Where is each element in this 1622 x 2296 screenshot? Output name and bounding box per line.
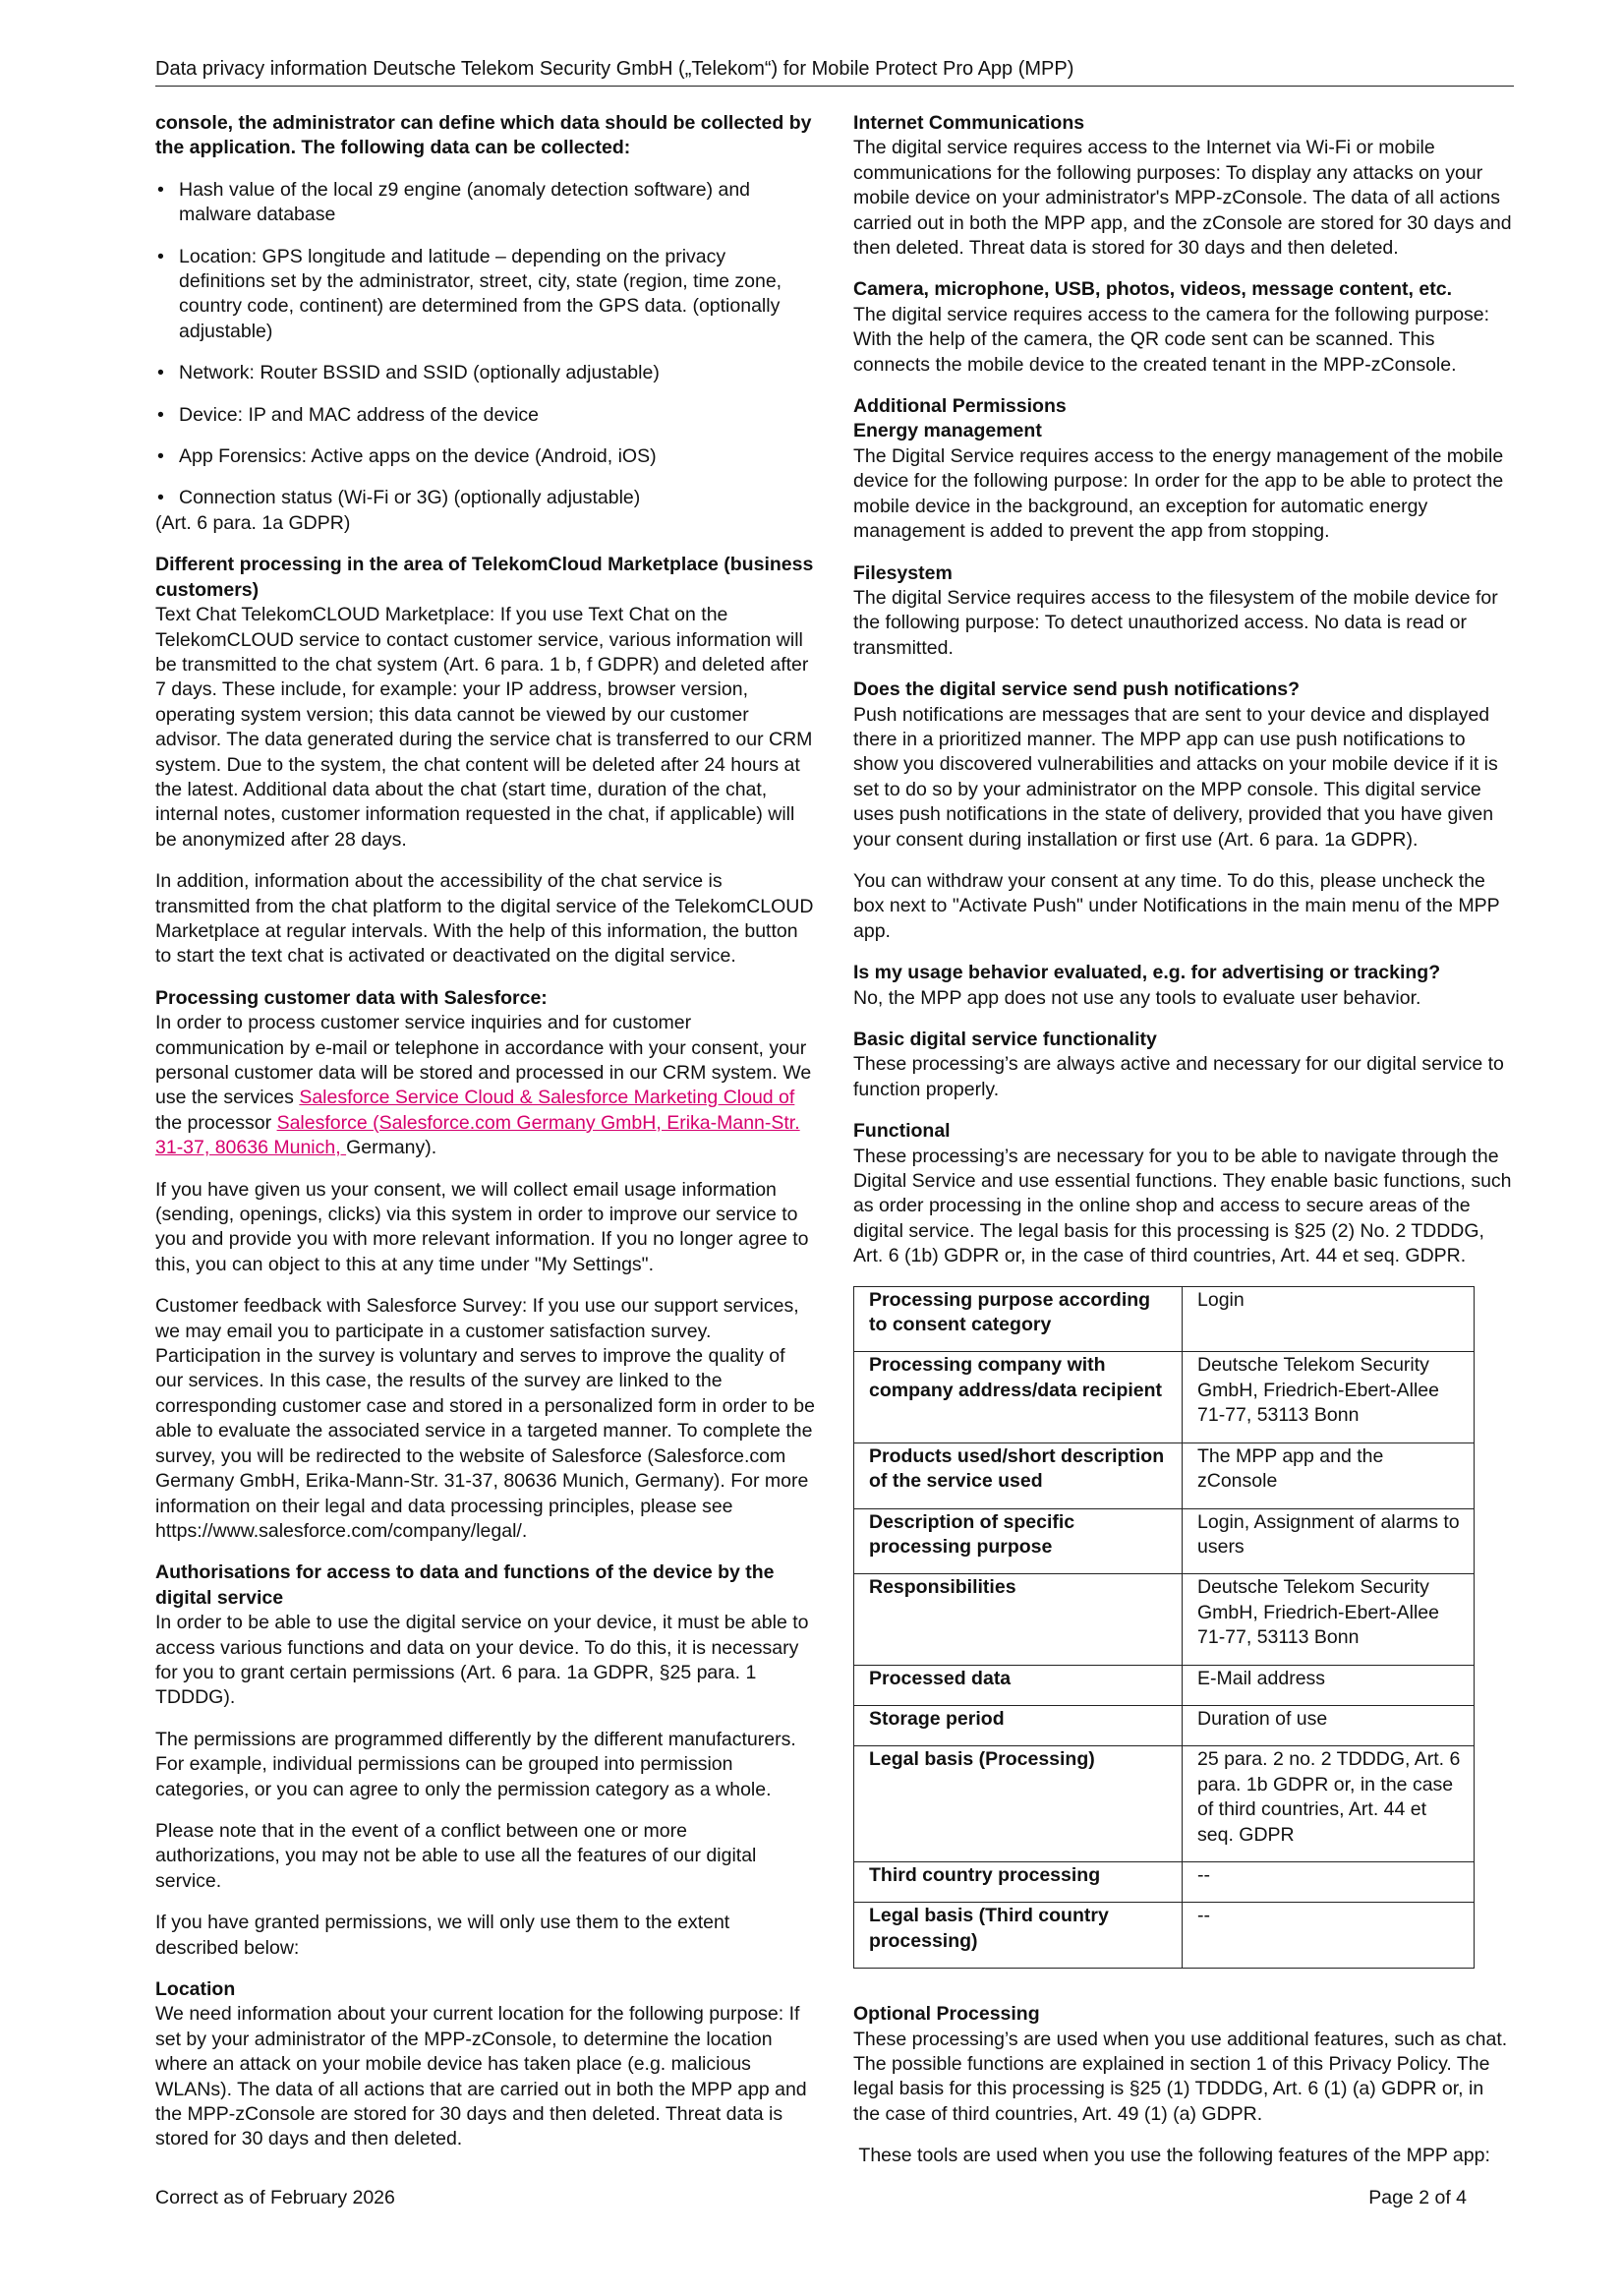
section-heading-push: Does the digital service send push notifications? <box>853 678 1301 701</box>
table-row <box>854 1574 1475 1665</box>
left-column <box>155 111 816 2169</box>
table-key: Storage period <box>854 1705 1183 1745</box>
table-row <box>854 1442 1475 1508</box>
table-row <box>854 1286 1475 1352</box>
text-span: Germany). <box>346 1137 437 1159</box>
paragraph: If you have given us your consent, we will collect email usage information (sending, openings, clicks) via this system in order to improve our service to you and provide you with more relevant information. If you no longer agree to this, you can object to this at any time under "My Settings". <box>155 1178 809 1275</box>
paragraph: You can withdraw your consent at any time. To do this, please uncheck the box next to "Activate Push" under Notifications in the main menu of the MPP app. <box>853 869 1500 942</box>
paragraph: These processing’s are always active and necessary for our digital service to function properly. <box>853 1053 1504 1100</box>
table-row <box>854 1508 1475 1574</box>
section-heading-camera: Camera, microphone, USB, photos, videos, message content, etc. <box>853 278 1452 301</box>
text-span: the processor <box>155 1111 277 1134</box>
paragraph: Please note that in the event of a conflict between one or more authorizations, you may not be able to use all the features of our digital service. <box>155 1819 757 1892</box>
table-key: Third country processing <box>854 1861 1183 1902</box>
table-key: Processing company with company address/data recipient <box>854 1352 1183 1442</box>
section-heading-energy: Energy management <box>853 420 1042 442</box>
section-heading-authorisations: Authorisations for access to data and functions of the device by the digital service <box>155 1561 775 1609</box>
paragraph: We need information about your current location for the following purpose: If set by your administrator of the MPP-zConsole, to determine the location where an attack on your mobile device has taken place (e.g. malicious WLANs). The data of all actions that are carried out in both the MPP app and the MPP-zConsole are stored for 30 days and then deleted. Threat data is stored for 30 days and then deleted. <box>155 2003 807 2150</box>
section-heading-additional-permissions: Additional Permissions <box>853 395 1067 418</box>
right-column <box>853 111 1514 2186</box>
paragraph: In order to be able to use the digital service on your device, it must be able to access various functions and data on your device. To do this, it is necessary for you to grant certain permissions (Art. 6 para. 1a GDPR, §25 para. 1 TDDDG). <box>155 1612 809 1709</box>
list-item: • Hash value of the local z9 engine (anomaly detection software) and malware database <box>155 178 816 228</box>
paragraph: The permissions are programmed differently by the different manufacturers. For example, individual permissions can be grouped into permission categories, or you can agree to only the permission category as a whole. <box>155 1728 796 1800</box>
table-key: Responsibilities <box>854 1574 1183 1665</box>
section-heading-telekomcloud: Different processing in the area of TelekomCloud Marketplace (business customers) <box>155 554 814 601</box>
table-value: E-Mail address <box>1183 1665 1475 1705</box>
list-item: • Device: IP and MAC address of the device <box>155 403 816 428</box>
table-value: 25 para. 2 no. 2 TDDDG, Art. 6 para. 1b GDPR or, in the case of third countries, Art. 44 et seq. GDPR <box>1183 1746 1475 1862</box>
paragraph: The digital service requires access to the Internet via Wi-Fi or mobile communications for the following purposes: To display any attacks on your mobile device on your administrator's MPP-zConsole. The data of all actions carried out in both the MPP app, and the zConsole are stored for 30 days and then deleted. Threat data is stored for 30 days and then deleted. <box>853 137 1512 260</box>
table-value: The MPP app and the zConsole <box>1183 1442 1475 1508</box>
section-heading-location: Location <box>155 1978 236 2000</box>
paragraph: The Digital Service requires access to the energy management of the mobile device for the following purpose: In order for the app to be able to protect the mobile device in the background, an exception for automatic energy management is added to prevent the app from stopping. <box>853 444 1504 543</box>
table-row <box>854 1665 1475 1705</box>
text-span: In order to process customer service inquiries and for customer communication by e-mail or telephone in accordance with your consent, your personal customer data will be stored and processed in our CRM system. We use the services <box>155 1012 812 1109</box>
list-item: • App Forensics: Active apps on the device (Android, iOS) <box>155 444 816 469</box>
processing-table <box>853 1286 1475 1970</box>
paragraph: If you have granted permissions, we will only use them to the extent described below: <box>155 1912 730 1959</box>
table-value: -- <box>1183 1861 1475 1902</box>
salesforce-services-link[interactable]: Salesforce Service Cloud & Salesforce Marketing Cloud of <box>299 1087 795 1109</box>
paragraph: Customer feedback with Salesforce Survey: If you use our support services, we may email you to participate in a customer satisfaction survey. Participation in the survey is voluntary and serves to improve the quality of our services. In this case, the results of the survey are linked to the corresponding customer case and stored in a personalized form in order to be able to evaluate the associated service in a targeted manner. To complete the survey, you will be redirected to the website of Salesforce (Salesforce.com Germany GmbH, Erika-Mann-Str. 31-37, 80636 Munich, Germany). For more information on their legal and data processing principles, please see https://www.salesforce.com/company/legal/. <box>155 1295 815 1542</box>
collected-data-list <box>155 178 816 511</box>
paragraph: In addition, information about the accessibility of the chat service is transmitted from the chat platform to the digital service of the TelekomCLOUD Marketplace at regular intervals. With the help of this information, the button to start the text chat is activated or deactivated on the digital service. <box>155 870 814 968</box>
table-value: Login <box>1183 1286 1475 1352</box>
section-heading-filesystem: Filesystem <box>853 561 953 584</box>
paragraph: Text Chat TelekomCLOUD Marketplace: If you use Text Chat on the TelekomCLOUD service to contact customer service, various information will be transmitted to the chat system (Art. 6 para. 1 b, f GDPR) and deleted after 7 days. These include, for example: your IP address, browser version, operating system version; this data cannot be viewed by our customer advisor. The data generated during the service chat is transferred to our CRM system. Due to the system, the chat content will be deleted after 24 hours at the latest. Additional data about the chat (start time, duration of the chat, internal notes, customer information requested in the chat, if applicable) will be anonymized after 28 days. <box>155 604 813 851</box>
section-heading-optional: Optional Processing <box>853 2003 1040 2026</box>
table-key: Legal basis (Third country processing) <box>854 1903 1183 1969</box>
section-heading-basic: Basic digital service functionality <box>853 1029 1157 1050</box>
intro-text: console, the administrator can define which data should be collected by the application. The following data can be collected: <box>155 112 812 159</box>
table-row <box>854 1903 1475 1969</box>
list-item: • Connection status (Wi-Fi or 3G) (optionally adjustable) <box>155 486 816 510</box>
table-key: Processing purpose according to consent category <box>854 1286 1183 1352</box>
paragraph: The digital Service requires access to the filesystem of the mobile device for the following purpose: To detect unauthorized access. No data is read or transmitted. <box>853 586 1498 659</box>
paragraph: No, the MPP app does not use any tools to evaluate user behavior. <box>853 986 1421 1009</box>
salesforce-processor-link[interactable]: Salesforce (Salesforce.com Germany GmbH, Erika-Mann-Str. 31-37, 80636 Munich, <box>155 1111 800 1159</box>
table-key: Description of specific processing purpose <box>854 1508 1183 1574</box>
table-row <box>854 1746 1475 1862</box>
list-item: • Location: GPS longitude and latitude – depending on the privacy definitions set by the administrator, street, city, state (region, time zone, country code, continent) are determined from the GPS data. (optionally adjustable) <box>155 245 816 345</box>
legal-basis-text: (Art. 6 para. 1a GDPR) <box>155 511 351 534</box>
section-heading-salesforce: Processing customer data with Salesforce: <box>155 986 548 1009</box>
table-value: Deutsche Telekom Security GmbH, Friedrich-Ebert-Allee 71-77, 53113 Bonn <box>1183 1574 1475 1665</box>
page-header: Data privacy information Deutsche Telekom Security GmbH („Telekom“) for Mobile Protect Pro App (MPP) <box>155 57 1514 87</box>
paragraph: The digital service requires access to the camera for the following purpose: With the help of the camera, the QR code sent can be scanned. This connects the mobile device to the created tenant in the MPP-zConsole. <box>853 303 1490 376</box>
table-row <box>854 1861 1475 1902</box>
paragraph: These processing’s are necessary for you to be able to navigate through the Digital Service and use essential functions. They enable basic functions, such as order processing in the online shop and access to secure areas of the digital service. The legal basis for this processing is §25 (2) No. 2 TDDDG, Art. 6 (1b) GDPR or, in the case of third countries, Art. 44 et seq. GDPR. <box>853 1145 1512 1267</box>
footer-page-number: Page 2 of 4 <box>1368 2187 1467 2208</box>
table-value: Duration of use <box>1183 1705 1475 1745</box>
table-value: -- <box>1183 1903 1475 1969</box>
table-value: Deutsche Telekom Security GmbH, Friedrich-Ebert-Allee 71-77, 53113 Bonn <box>1183 1352 1475 1442</box>
table-key: Processed data <box>854 1665 1183 1705</box>
list-item: • Network: Router BSSID and SSID (optionally adjustable) <box>155 361 816 385</box>
paragraph: Push notifications are messages that are sent to your device and displayed there in a prioritized manner. The MPP app can use push notifications to show you discovered vulnerabilities and attacks on your mobile device if it is set to do so by your administrator on the MPP console. This digital service uses push notifications in the state of delivery, provided that you have given your consent during installation or first use (Art. 6 para. 1a GDPR). <box>853 703 1498 851</box>
paragraph: These tools are used when you use the following features of the MPP app: <box>853 2145 1490 2167</box>
table-value: Login, Assignment of alarms to users <box>1183 1508 1475 1574</box>
table-row <box>854 1352 1475 1442</box>
section-heading-internet: Internet Communications <box>853 112 1085 134</box>
section-heading-usage: Is my usage behavior evaluated, e.g. for advertising or tracking? <box>853 962 1441 984</box>
paragraph: These processing’s are used when you use additional features, such as chat. The possible functions are explained in section 1 of this Privacy Policy. The legal basis for this processing is §25 (1) TDDDG, Art. 6 (1) (a) GDPR or, in the case of third countries, Art. 49 (1) (a) GDPR. <box>853 2028 1508 2125</box>
paragraph-salesforce <box>155 1011 816 1160</box>
section-heading-functional: Functional <box>853 1120 951 1143</box>
spacer <box>853 1985 1514 2002</box>
table-key: Legal basis (Processing) <box>854 1746 1183 1862</box>
table-key: Products used/short description of the service used <box>854 1442 1183 1508</box>
footer-date: Correct as of February 2026 <box>155 2187 395 2208</box>
table-row <box>854 1705 1475 1745</box>
